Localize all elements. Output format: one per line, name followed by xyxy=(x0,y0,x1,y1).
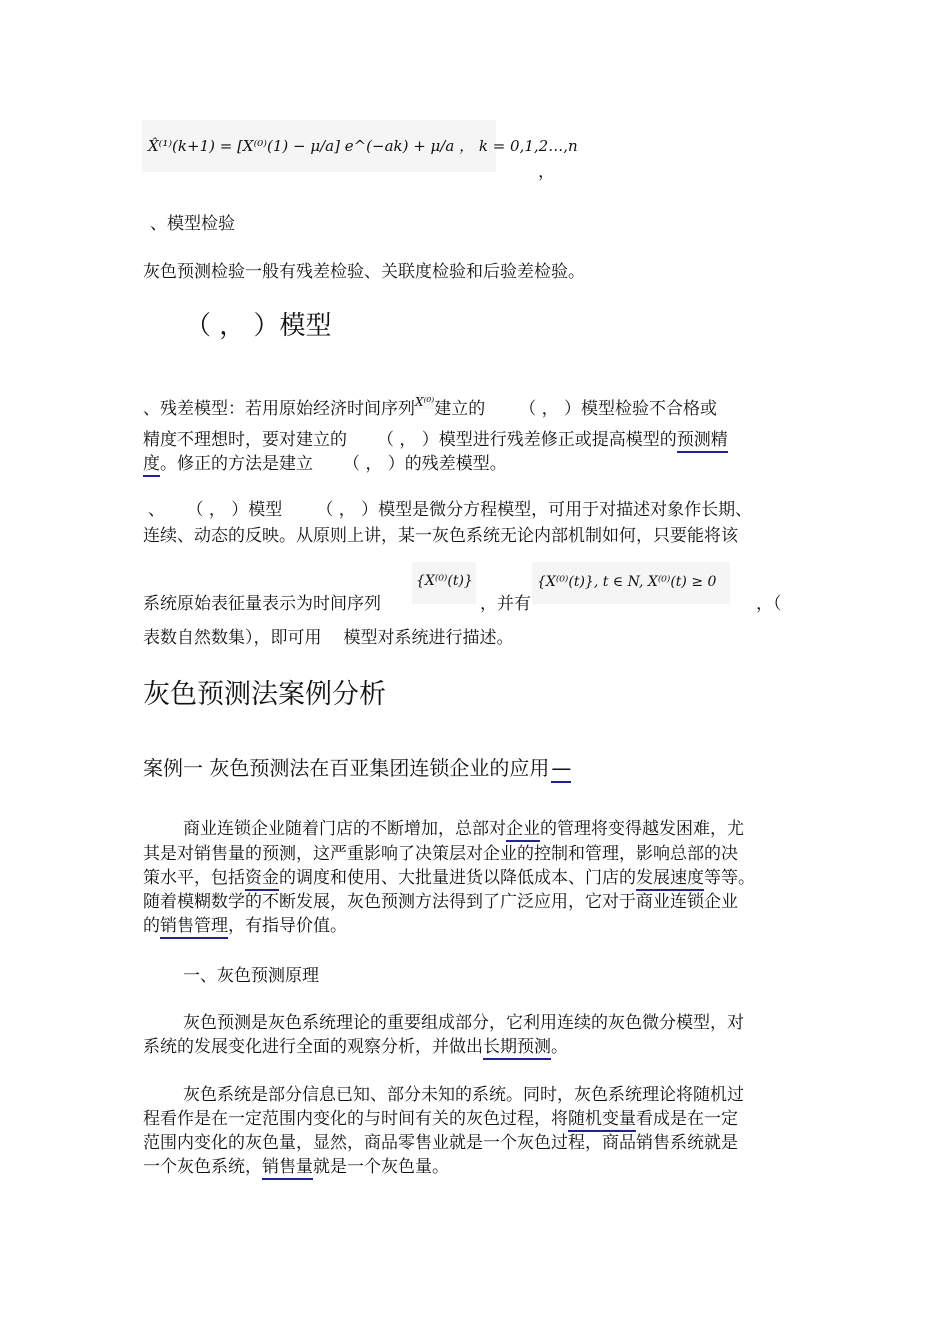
condition-formula-text: {X⁽⁰⁾(t)}, t ∈ N, X⁽⁰⁾(t) ≥ 0 xyxy=(537,574,717,590)
case-text: 商业连锁企业随着门店的不断增加，总部对 xyxy=(183,819,506,839)
residual-text: （ ， ）模型检验不合格或 xyxy=(519,399,718,419)
residual-text: 精度不理想时，要对建立的 xyxy=(143,430,347,450)
x0-formula: X⁽⁰⁾ xyxy=(415,395,435,409)
sequence-formula-text: {X⁽⁰⁾(t)} xyxy=(416,573,473,589)
condition-formula xyxy=(532,562,730,604)
sequence-formula xyxy=(412,562,476,604)
residual-text: （ ， ）模型进行残差修正或提高模型的 xyxy=(377,430,677,450)
residual-text: 。修正的方法是建立 xyxy=(160,454,313,474)
case-p2-line-2 xyxy=(143,1035,568,1059)
case-p1-line-5 xyxy=(143,914,347,938)
gm-line-3b: ，并有 xyxy=(480,594,531,614)
link-prediction-accuracy-cont[interactable]: 度 xyxy=(143,454,160,477)
case-text: 策水平，包括 xyxy=(143,868,245,888)
prediction-formula xyxy=(142,120,578,172)
case-one-title xyxy=(143,752,571,781)
section-heading-model-check: 、模型检验 xyxy=(150,214,235,234)
case-p1-line-2: 其是对销售量的预测，这严重影响了决策层对企业的控制和管理，影响总部的决 xyxy=(143,844,738,864)
gm-line-3a: 系统原始表征量表示为时间序列 xyxy=(143,594,381,614)
gm-text: （ ， ）模型 xyxy=(195,500,283,520)
link-sales-volume[interactable]: 销售量 xyxy=(262,1157,313,1180)
case-text: 系统的发展变化进行全面的观察分析，并做出 xyxy=(143,1037,483,1057)
case-p1-line-4: 随着模糊数学的不断发展，灰色预测方法得到了广泛应用，它对于商业连锁企业 xyxy=(143,892,738,912)
gm-line-2: 连续、动态的反映。从原则上讲，某一灰色系统无论内部机制如何，只要能将该 xyxy=(143,526,738,546)
residual-text: 建立的 xyxy=(434,399,486,419)
case-analysis-title: 灰色预测法案例分析 xyxy=(143,679,386,710)
case-p1-line-3 xyxy=(143,866,755,890)
gm-line-4 xyxy=(143,626,514,650)
case-text: 的调度和使用、大批量进货以降低成本、门店的 xyxy=(279,868,636,888)
case-text: ，有指导价值。 xyxy=(228,916,347,936)
link-sales-management[interactable]: 销售管理 xyxy=(160,916,228,939)
gm-line-3c: ，（ xyxy=(756,594,782,614)
case-p1-line-1 xyxy=(183,817,744,841)
link-enterprise[interactable]: 企业 xyxy=(506,819,540,842)
case-p2-line-1: 灰色预测是灰色系统理论的重要组成部分，它利用连续的灰色微分模型，对 xyxy=(183,1013,744,1033)
case-text: 的 xyxy=(143,916,160,936)
subsection-heading-principle: 一、灰色预测原理 xyxy=(183,966,319,986)
case-text: 看成是在一定 xyxy=(636,1109,738,1129)
gm-text: （ ， ）模型是微分方程模型，可用于对描述对象作长期、 xyxy=(316,500,753,520)
prediction-formula-text: X̂⁽¹⁾(k+1) = [X⁽⁰⁾(1) − μ/a] e^(−ak) + μ/a ， k = 0,1,2…,n xyxy=(148,137,578,155)
link-prediction-accuracy[interactable]: 预测精 xyxy=(677,430,728,453)
case-text: 一个灰色系统， xyxy=(143,1157,262,1177)
case-one-title-text: 案例一 灰色预测法在百亚集团连锁企业的应用 xyxy=(143,756,550,780)
residual-line-3 xyxy=(143,452,507,476)
case-text: 的管理将变得越发困难，尤 xyxy=(540,819,744,839)
case-text: 程看作是在一定范围内变化的与时间有关的灰色过程，将 xyxy=(143,1109,568,1129)
case-text: 等等。 xyxy=(704,868,755,888)
model-check-body: 灰色预测检验一般有残差检验、关联度检验和后验差检验。 xyxy=(143,262,585,282)
residual-text: 、残差模型：若用原始经济时间序列 xyxy=(143,399,415,419)
link-random-variable[interactable]: 随机变量 xyxy=(568,1109,636,1132)
gm-text: 模型对系统进行描述。 xyxy=(343,628,514,648)
formula-trailing-comma: ， xyxy=(538,162,555,182)
case-p3-line-3: 范围内变化的灰色量，显然，商品零售业就是一个灰色过程，商品销售系统就是 xyxy=(143,1133,738,1153)
residual-line-1 xyxy=(143,397,717,422)
case-p3-line-1: 灰色系统是部分信息已知、部分未知的系统。同时，灰色系统理论将随机过 xyxy=(183,1085,744,1105)
residual-text: （ ， ）的残差模型。 xyxy=(343,454,507,474)
gm-line-1 xyxy=(148,498,752,522)
model-heading: （ ， ）模型 xyxy=(185,311,332,341)
case-one-title-link[interactable]: — xyxy=(551,756,571,783)
case-text: 就是一个灰色量。 xyxy=(313,1157,449,1177)
link-funds[interactable]: 资金 xyxy=(245,868,279,891)
link-development-speed[interactable]: 发展速度 xyxy=(636,868,704,891)
link-long-term-prediction[interactable]: 长期预测 xyxy=(483,1037,551,1060)
residual-line-2 xyxy=(143,428,728,452)
case-p3-line-4 xyxy=(143,1155,449,1179)
case-p3-line-2 xyxy=(143,1107,738,1131)
gm-text: 、 xyxy=(148,500,165,520)
case-text: 。 xyxy=(551,1037,568,1057)
gm-text: 表数自然数集），即可用 xyxy=(143,628,322,648)
